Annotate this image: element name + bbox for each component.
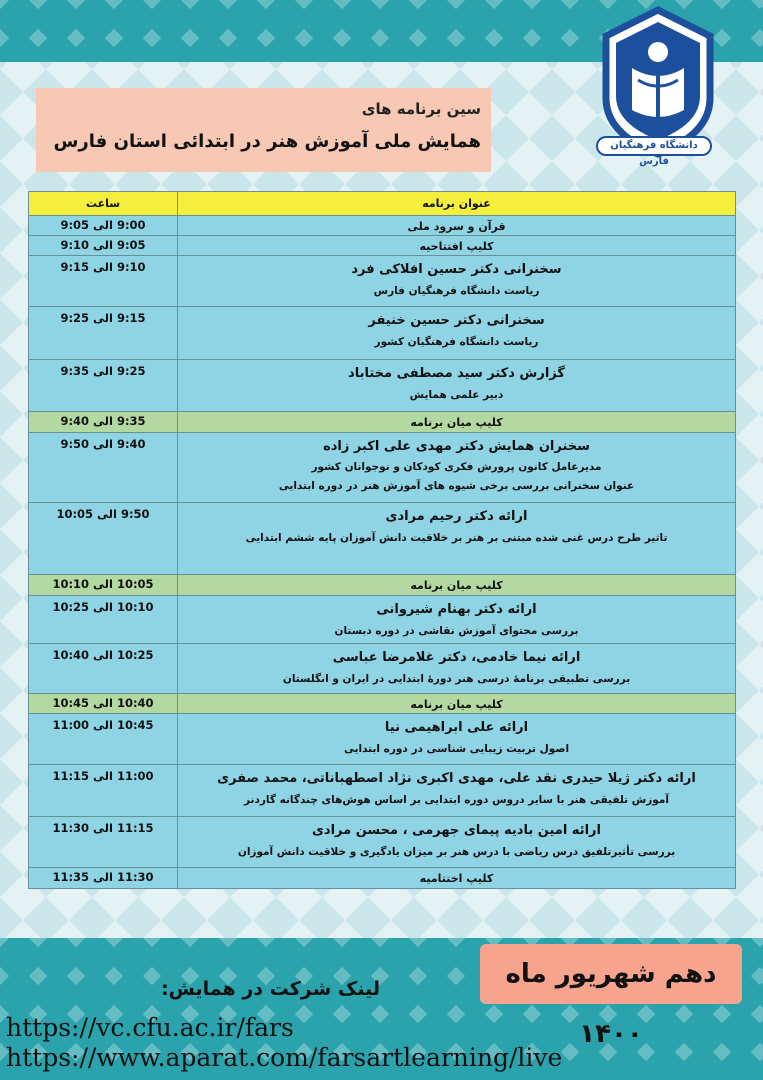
row-title: ارائه دکتر رحیم مرادی — [385, 509, 528, 524]
program-row — [29, 596, 736, 644]
program-row — [29, 236, 736, 256]
row-title: قرآن و سرود ملی — [407, 220, 506, 233]
program-table — [28, 191, 736, 889]
link-label: لینک شرکت در همایش: — [161, 978, 380, 1000]
row-subtitle: اصول تربیت زیبایی شناسی در دوره ابتدایی — [343, 743, 570, 755]
row-title-cell — [178, 433, 736, 503]
row-title-cell — [178, 307, 736, 360]
program-row — [29, 433, 736, 503]
row-title-cell — [178, 596, 736, 644]
row-title: سخنرانی دکتر حسین خنیفر — [368, 313, 545, 328]
row-title-cell — [178, 412, 736, 433]
row-time: 10:25 الی 10:40 — [29, 644, 178, 694]
row-time: 9:25 الی 9:35 — [29, 360, 178, 412]
row-time: 9:05 الی 9:10 — [29, 236, 178, 256]
program-row — [29, 216, 736, 236]
row-title: سخنرانی دکتر حسین افلاکی فرد — [351, 262, 562, 277]
row-title-cell — [178, 216, 736, 236]
row-title: ارائه دکتر ژیلا حیدری نقد علی، مهدی اکبری نژاد اصطهباناتی، محمد صفری — [217, 771, 696, 786]
row-subtitle: تاثیر طرح درس غنی شده مبتنی بر هنر بر خلاقیت دانش آموزان پایه ششم ابتدایی — [245, 532, 668, 544]
row-title-cell — [178, 644, 736, 694]
row-title: گزارش دکتر سید مصطفی مختاباد — [348, 366, 565, 381]
program-row — [29, 644, 736, 694]
page-title: همایش ملی آموزش هنر در ابتدائی استان فارس — [53, 131, 481, 152]
header-time: ساعت — [29, 192, 178, 216]
row-subtitle: ریاست دانشگاه فرهنگیان کشور — [374, 336, 539, 348]
row-title: ارائه دکتر بهنام شیروانی — [376, 602, 537, 617]
row-subtitle: مدیرعامل کانون پرورش فکری کودکان و نوجوانان کشور — [311, 461, 602, 473]
row-time: 11:00 الی 11:15 — [29, 765, 178, 817]
row-title-cell — [178, 575, 736, 596]
row-subtitle: بررسی تطبیقی برنامهٔ درسی هنر دورهٔ ابتدایی در ایران و انگلستان — [282, 673, 631, 685]
row-title-cell — [178, 503, 736, 575]
row-title: کلیپ افتتاحیه — [419, 240, 494, 253]
row-time: 11:30 الی 11:35 — [29, 868, 178, 889]
row-title-cell — [178, 236, 736, 256]
row-title-cell — [178, 256, 736, 307]
program-row — [29, 714, 736, 765]
row-title: سخنران همایش دکتر مهدی علی اکبر زاده — [323, 439, 590, 454]
row-time: 9:00 الی 9:05 — [29, 216, 178, 236]
row-subtitle: ریاست دانشگاه فرهنگیان فارس — [373, 285, 540, 297]
row-title-cell — [178, 817, 736, 868]
row-time: 9:50 الی 10:05 — [29, 503, 178, 575]
program-row — [29, 307, 736, 360]
row-subtitle: بررسی تأثیرتلفیق درس ریاضی با درس هنر بر میزان یادگیری و خلاقیت دانش آموزان — [237, 846, 676, 858]
row-title: کلیپ میان برنامه — [410, 416, 503, 429]
row-time: 10:45 الی 11:00 — [29, 714, 178, 765]
row-time: 10:40 الی 10:45 — [29, 694, 178, 714]
program-row — [29, 360, 736, 412]
row-time: 9:10 الی 9:15 — [29, 256, 178, 307]
row-subtitle: آموزش تلفیقی هنر با سایر دروس دوره ابتدایی بر اساس هوش‌های چندگانه گاردنر — [244, 794, 669, 806]
row-time: 9:35 الی 9:40 — [29, 412, 178, 433]
program-row — [29, 575, 736, 596]
header-title: عنوان برنامه — [178, 192, 736, 216]
program-row — [29, 694, 736, 714]
link-vc[interactable]: https://vc.cfu.ac.ir/fars — [6, 1013, 294, 1042]
row-title-cell — [178, 765, 736, 817]
link-aparat[interactable]: https://www.aparat.com/farsartlearning/live — [6, 1043, 563, 1072]
row-title: ارائه علی ابراهیمی نیا — [384, 720, 529, 735]
row-title: ارائه امین بادیه پیمای جهرمی ، محسن مرادی — [312, 823, 601, 838]
row-title-cell — [178, 694, 736, 714]
program-row — [29, 817, 736, 868]
program-row — [29, 412, 736, 433]
row-time: 9:40 الی 9:50 — [29, 433, 178, 503]
row-title-cell — [178, 360, 736, 412]
program-row — [29, 503, 736, 575]
row-title: کلیپ میان برنامه — [410, 579, 503, 592]
program-table-body — [29, 216, 736, 889]
row-title-cell — [178, 714, 736, 765]
row-title: ارائه نیما خادمی، دکتر غلامرضا عباسی — [332, 650, 581, 665]
page-subtitle: سین برنامه های — [361, 100, 481, 118]
program-row — [29, 256, 736, 307]
row-subtitle: عنوان سخنرانی بررسی برخی شیوه های آموزش هنر در دوره ابتدایی — [278, 480, 635, 492]
row-time: 10:05 الی 10:10 — [29, 575, 178, 596]
program-row — [29, 868, 736, 889]
row-title-cell — [178, 868, 736, 889]
event-date: دهم شهریور ماه ۱۴۰۰ — [480, 944, 742, 1004]
row-subtitle: بررسی محتوای آموزش نقاشی در دوره دبستان — [334, 625, 579, 637]
row-time: 10:10 الی 10:25 — [29, 596, 178, 644]
row-time: 11:15 الی 11:30 — [29, 817, 178, 868]
row-time: 9:15 الی 9:25 — [29, 307, 178, 360]
logo-caption: دانشگاه فرهنگیان فارس — [596, 136, 712, 156]
row-title: کلیپ میان برنامه — [410, 698, 503, 711]
title-box — [36, 88, 491, 172]
program-row — [29, 765, 736, 817]
row-title: کلیپ اختتامیه — [419, 872, 494, 885]
row-subtitle: دبیر علمی همایش — [409, 389, 504, 401]
